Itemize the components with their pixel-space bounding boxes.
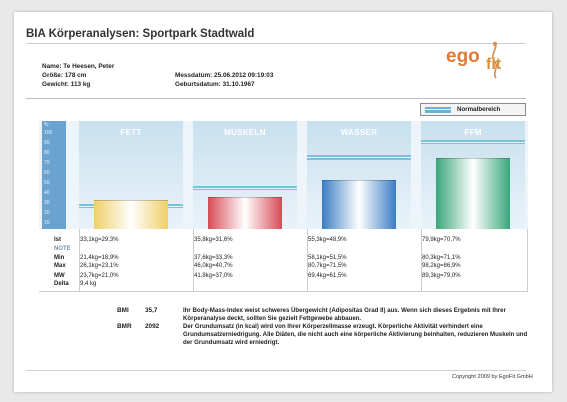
bmi-label: BMI [117,307,129,314]
value-mw: 69,4kg=61,5% [308,273,347,279]
patient-name: Name: Te Heesen, Peter [42,63,115,70]
row-label-delta: Delta [54,281,69,287]
value-max: 46,0kg=40,7% [194,263,233,269]
panel-title: FFM [464,128,482,137]
bmr-value: 2092 [145,323,160,330]
copyright: Copyright 2009 by EgoFit GmbH [452,374,533,380]
egofit-logo [446,40,516,82]
normal-range-band [421,140,525,144]
measurement-date: Messdatum: 25.06.2012 09:19:03 [175,72,274,79]
scale-tick: 10 [44,220,50,226]
scale-tick: 50 [44,180,50,186]
value-min: 37,6kg=33,3% [194,255,233,261]
ist-bar [322,180,396,229]
value-ist: 79,9kg=70,7% [422,237,461,243]
ist-bar [94,200,168,229]
panel-muskeln [193,121,297,229]
legend-swatch [425,107,451,113]
patient-size: Größe: 178 cm [42,72,87,79]
legend-label: Normalbereich [457,106,501,113]
value-mw: 89,3kg=79,0% [422,273,461,279]
footer-divider [26,370,526,371]
legend [420,103,526,116]
scale-tick: 100 [44,130,53,136]
value-min: 80,3kg=71,1% [422,255,461,261]
value-ist: 35,8kg=31,6% [194,237,233,243]
scale-tick: 90 [44,140,50,146]
value-max: 98,2kg=86,9% [422,263,461,269]
row-label-max: Max [54,263,66,269]
value-ist: 55,3kg=48,9% [308,237,347,243]
normal-range-band [307,155,411,160]
bmi-description: Ihr Body-Mass-Index weist schweres Übergewicht (Adipositas Grad II) aus. Wenn sich dieses Ergebnis mit Ihrer Körperanalyse deckt, sollten Sie gezielt Fettgewebe abbauen. [183,307,506,322]
table-divider [527,229,528,291]
ist-bar [436,158,510,229]
row-label-mw: MW [54,273,65,279]
table-bottom-rule [39,291,528,292]
value-ist: 33,1kg=29,3% [80,237,119,243]
scale-tick: 70 [44,160,50,166]
panel-fett [79,121,183,229]
value-min: 21,4kg=18,9% [80,255,119,261]
scale-tick: 60 [44,170,50,176]
panel-title: WASSER [340,128,378,137]
normal-range-band [193,186,297,190]
page-title: BIA Körperanalysen: Sportpark Stadtwald [26,28,255,40]
value-mw: 41,8kg=37,0% [194,273,233,279]
value-mw: 23,7kg=21,0% [80,273,119,279]
panel-title: FETT [120,128,142,137]
value-delta: 9,4 kg [80,281,97,287]
scale-tick: 80 [44,150,50,156]
header-divider [26,98,526,99]
row-label-note: NOTE [54,246,71,252]
value-min: 58,1kg=51,5% [308,255,347,261]
logo-text-ego: ego [446,46,480,67]
value-max: 80,7kg=71,5% [308,263,347,269]
patient-weight: Gewicht: 113 kg [42,81,91,88]
scale-unit: % [44,122,49,128]
value-max: 26,1kg=23,1% [80,263,119,269]
panel-wasser [307,121,411,229]
bmi-value: 35,7 [145,307,158,314]
ist-bar [208,197,282,229]
panel-title: MUSKELN [224,128,266,137]
bmr-label: BMR [117,323,132,330]
scale-tick: 40 [44,190,50,196]
scale-tick: 20 [44,210,50,216]
percent-scale [42,121,66,229]
scale-tick: 30 [44,200,50,206]
row-label-min: Min [54,255,65,261]
birth-date: Geburtsdatum: 31.10.1967 [175,81,255,88]
logo-text-fit: fit [486,56,502,73]
row-label-ist: Ist [54,237,62,243]
bmr-description: Der Grundumsatz (in kcal) wird von Ihrer Körperzellmasse erzeugt. Körperliche Aktivität verhindert eine Grundumsatzerniedrigung. Alle Diäten, die nicht auch eine körperliche Aktivierung beinhalten, reduzieren Muskeln und der Grundumsatz wird erniedrigt. [183,323,528,346]
panel-ffm [421,121,525,229]
